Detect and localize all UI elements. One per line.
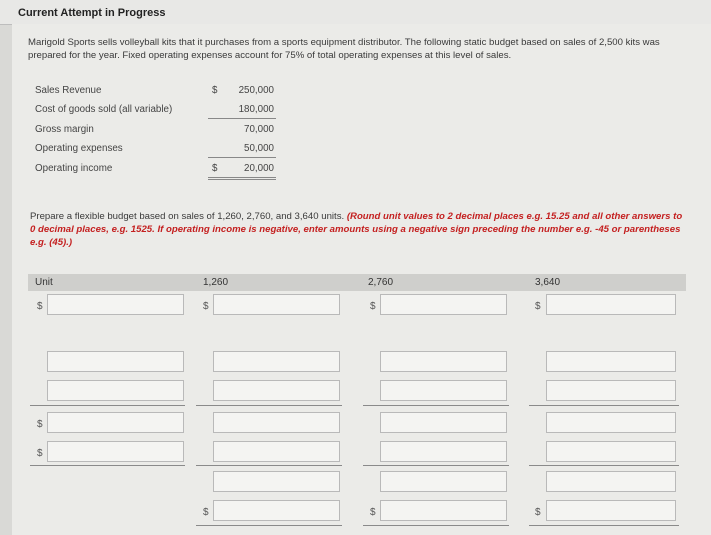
input-2760-unit[interactable]: [380, 294, 507, 315]
input-2760-row2[interactable]: [380, 351, 507, 372]
input-3640-operating-income[interactable]: [546, 500, 676, 521]
input-2760-operating-income[interactable]: [380, 500, 507, 521]
rounding-note: (Round unit values to 2 decimal places e.g. 15.25 and all other answers to 0 decimal places, e.g. 1525. If operating income is negative, enter amounts using a negative sign preceding the number e.g. -45 or parentheses e.g. (45).): [30, 211, 683, 248]
input-3640-row5[interactable]: [546, 441, 676, 462]
input-3640-unit[interactable]: [546, 294, 676, 315]
unit-label-input-3[interactable]: [47, 380, 184, 401]
value-cogs: 180,000: [238, 104, 274, 115]
input-2760-row3[interactable]: [380, 380, 507, 401]
input-1260-row6[interactable]: [213, 471, 340, 492]
dollar-sign: $: [370, 507, 376, 518]
input-3640-row3[interactable]: [546, 380, 676, 401]
unit-label-input-5[interactable]: [47, 441, 184, 462]
dollar-sign: $: [212, 163, 218, 174]
input-2760-row4[interactable]: [380, 412, 507, 433]
input-1260-row3[interactable]: [213, 380, 340, 401]
dollar-sign: $: [370, 301, 376, 312]
input-3640-row2[interactable]: [546, 351, 676, 372]
row-label-gross-margin: Gross margin: [35, 124, 94, 135]
input-2760-row5[interactable]: [380, 441, 507, 462]
dollar-sign: $: [203, 507, 209, 518]
input-2760-row6[interactable]: [380, 471, 507, 492]
problem-intro: Marigold Sports sells volleyball kits that it purchases from a sports equipment distributor. The following static budget based on sales of 2,500 kits was prepared for the year. Fixed operating expenses account for 75% of total operating expenses at this level of sales.: [28, 37, 660, 61]
subtotal-rule: [196, 465, 342, 466]
dollar-sign: $: [535, 301, 541, 312]
dollar-sign: $: [37, 301, 43, 312]
subtotal-rule: [363, 405, 509, 406]
subtotal-rule: [529, 405, 679, 406]
total-rule: [196, 525, 342, 526]
unit-label-input-4[interactable]: [47, 412, 184, 433]
instructions: [30, 210, 690, 249]
input-1260-row2[interactable]: [213, 351, 340, 372]
dollar-sign: $: [37, 448, 43, 459]
subtotal-rule: [196, 405, 342, 406]
input-3640-row6[interactable]: [546, 471, 676, 492]
column-header-unit: Unit: [35, 277, 53, 288]
value-operating-income: 20,000: [244, 163, 274, 174]
column-header-2760: 2,760: [368, 277, 394, 288]
column-header-3640: 3,640: [535, 277, 561, 288]
unit-label-input-2[interactable]: [47, 351, 184, 372]
header-title: Current Attempt in Progress: [18, 7, 166, 19]
subtotal-rule: [363, 465, 509, 466]
table-header-bar: [28, 274, 686, 291]
value-gross-margin: 70,000: [244, 124, 274, 135]
dollar-sign: $: [203, 301, 209, 312]
input-3640-row4[interactable]: [546, 412, 676, 433]
value-operating-expenses: 50,000: [244, 143, 274, 154]
row-label-operating-income: Operating income: [35, 163, 113, 174]
row-label-sales-revenue: Sales Revenue: [35, 85, 102, 96]
header-bar: [0, 0, 711, 25]
value-sales-revenue: 250,000: [238, 85, 274, 96]
total-double-rule: [208, 179, 276, 180]
input-1260-row5[interactable]: [213, 441, 340, 462]
column-header-1260: 1,260: [203, 277, 229, 288]
dollar-sign: $: [212, 85, 218, 96]
input-1260-row4[interactable]: [213, 412, 340, 433]
subtotal-rule: [30, 405, 185, 406]
instructions-text: Prepare a flexible budget based on sales of 1,260, 2,760, and 3,640 units.: [30, 211, 347, 222]
total-rule: [363, 525, 509, 526]
total-double-rule: [208, 177, 276, 178]
dollar-sign: $: [535, 507, 541, 518]
subtotal-rule: [529, 465, 679, 466]
input-1260-operating-income[interactable]: [213, 500, 340, 521]
subtotal-rule: [208, 118, 276, 119]
input-1260-unit[interactable]: [213, 294, 340, 315]
subtotal-rule: [208, 157, 276, 158]
row-label-cogs: Cost of goods sold (all variable): [35, 104, 173, 115]
row-label-operating-expenses: Operating expenses: [35, 143, 123, 154]
total-rule: [529, 525, 679, 526]
unit-label-input-1[interactable]: [47, 294, 184, 315]
total-rule: [30, 465, 185, 466]
dollar-sign: $: [37, 419, 43, 430]
